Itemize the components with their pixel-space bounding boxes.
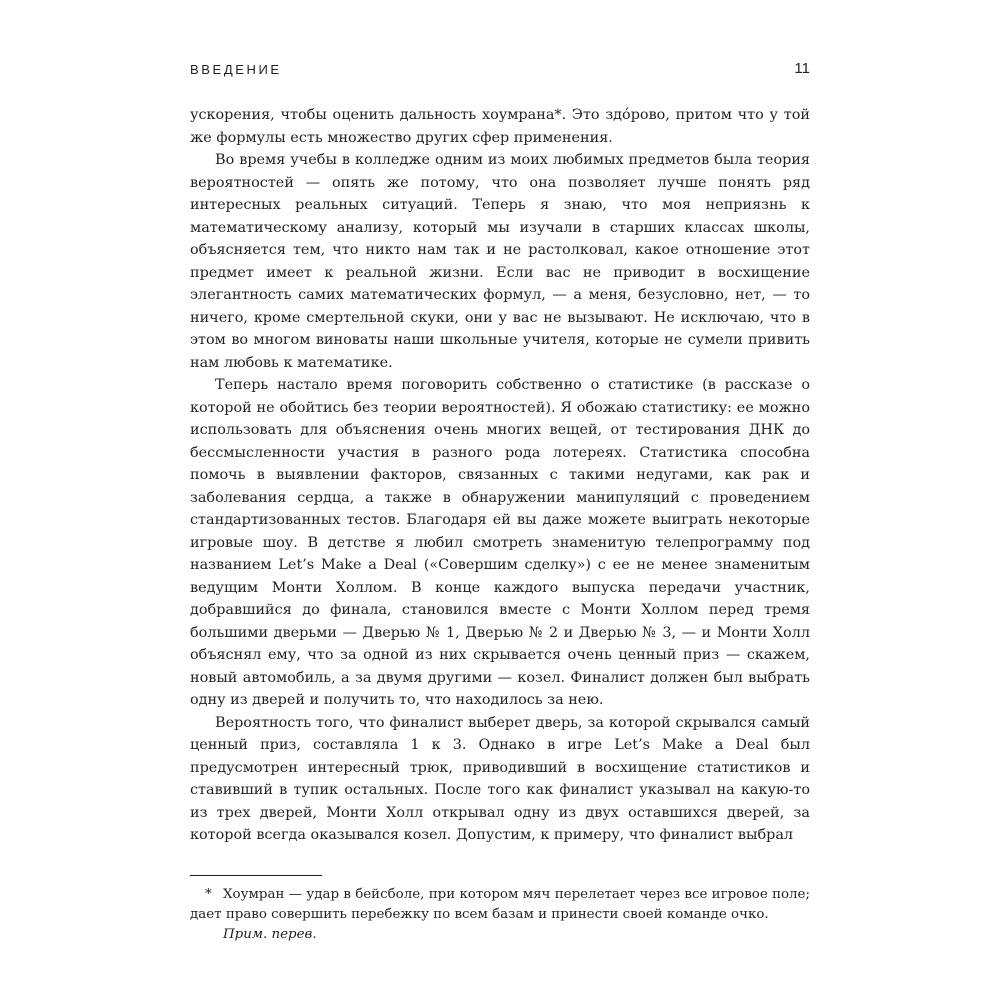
paragraph: Вероятность того, что финалист выберет дверь, за которой скрывался самый ценный приз, составляла 1 к 3. Однако в игре Let’s Make a Deal был предусмотрен интересный трюк, приводивший в восхищение статистиков и ставивший в тупик остальных. После того как финалист указывал на какую-то из трех дверей, Монти Холл открывал одну из двух оставшихся дверей, за которой всегда оказывался козел. Допустим, к примеру, что финалист выбрал: [190, 714, 810, 843]
paragraph: Теперь настало время поговорить собственно о статистике (в рассказе о которой не обойтись без теории вероятностей). Я обожаю статистику: ее можно использовать для объяснения очень многих вещей, от тестирования ДНК до бессмысленности участия в разного рода лотереях. Статистика способна помочь в выявлении факторов, связанных с такими недугами, как рак и заболевания сердца, а также в обнаружении манипуляций с проведением стандартизованных тестов. Благодаря ей вы даже можете выиграть некоторые игровые шоу. В детстве я любил смотреть знаменитую телепрограмму под названием Let’s Make a Deal («Совершим сделку») с ее не менее знаменитым ведущим Монти Холлом. В конце каждого выпуска передачи участник, добравшийся до финала, становился вместе с Монти Холлом перед тремя большими дверьми — Дверью № 1, Дверью № 2 и Дверью № 3, — и Монти Холл объяснял ему, что за одной из них скрывается очень ценный приз — скажем, новый автомобиль, а за двумя другими — козел. Финалист должен был выбрать одну из дверей и получить то, что находилось за нею.: [190, 377, 810, 708]
main-text: [190, 104, 810, 847]
paragraph: Во время учебы в колледже одним из моих любимых предметов была теория вероятностей — опять же потому, что она позволяет лучше понять ряд интересных реальных ситуаций. Теперь я знаю, что моя неприязнь к математическому анализу, который мы изучали в старших классах школы, объясняется тем, что никто нам так и не растолковал, какое отношение этот предмет имеет к реальной жизни. Если вас не приводит в восхищение элегантность самих математических формул, — а меня, безусловно, нет, — то ничего, кроме смертельной скуки, они у вас не вызывают. Не исключаю, что в этом во многом виноваты наши школьные учителя, которые не сумели привить нам любовь к математике.: [190, 152, 810, 371]
page-number: 11: [794, 60, 810, 77]
translator-note: Прим. перев.: [223, 927, 317, 942]
footnote-text: Хоумран — удар в бейсболе, при котором мяч перелетает через все игровое поле; дает право совершить перебежку по всем базам и принести своей команде очко.: [190, 887, 810, 922]
paragraph-continued: ускорения, чтобы оценить дальность хоумрана*. Это здóрово, притом что у той же формулы есть множество других сфер применения.: [190, 107, 810, 146]
footnote: [190, 885, 810, 945]
footnote-marker: *: [205, 887, 212, 902]
running-title: ВВЕДЕНИЕ: [190, 62, 282, 77]
footnote-divider: [190, 875, 322, 876]
